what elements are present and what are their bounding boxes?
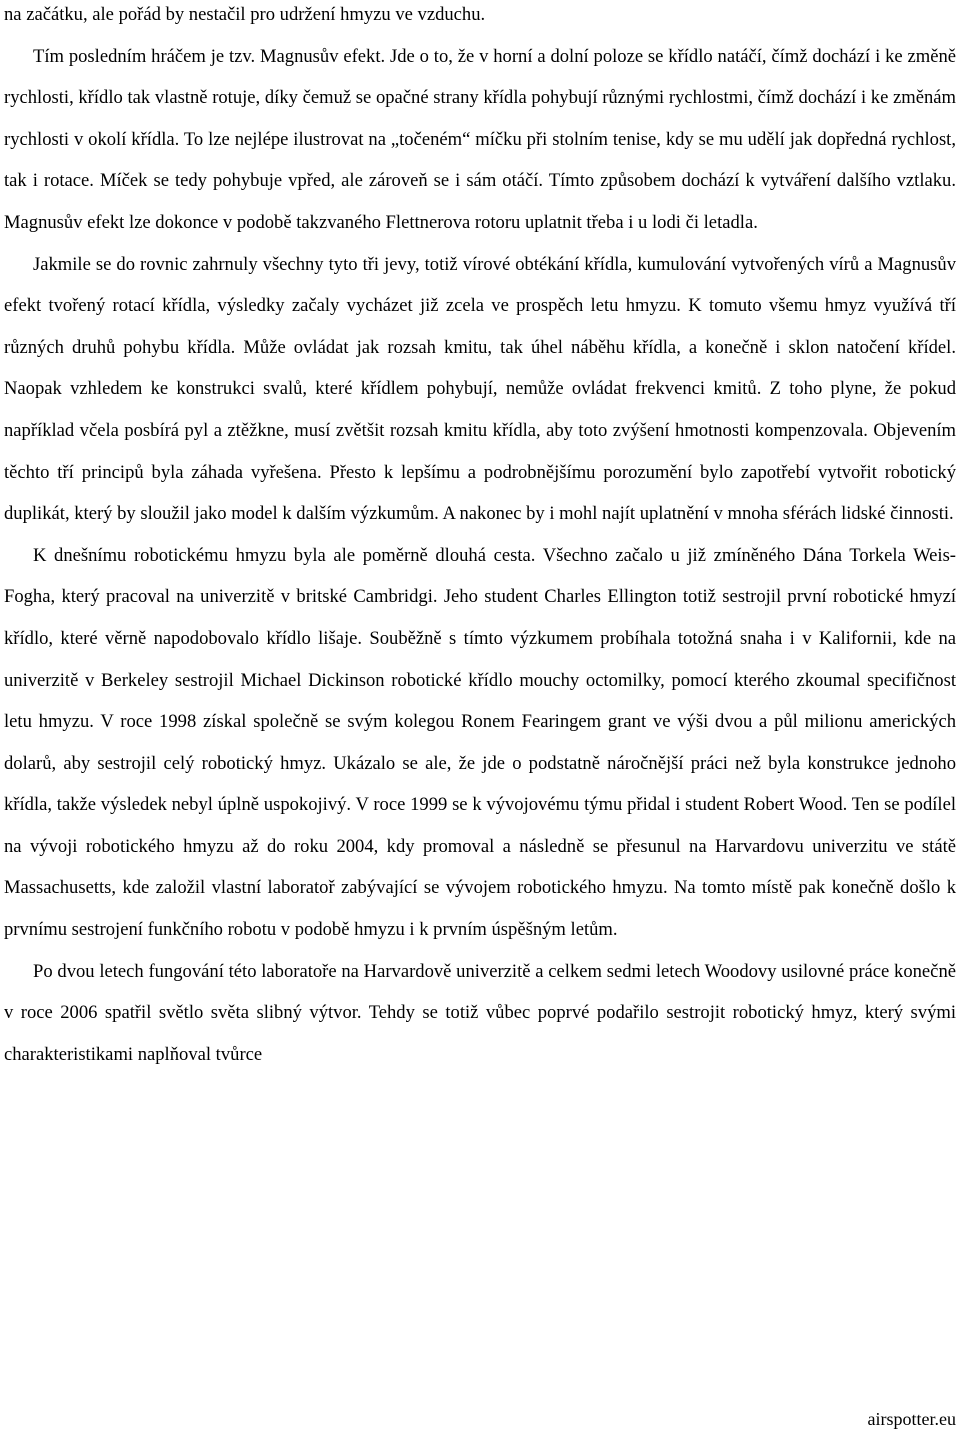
paragraph: Tím posledním hráčem je tzv. Magnusův efekt. Jde o to, že v horní a dolní poloze se křídlo natáčí, čímž dochází i ke změně rychlosti, křídlo tak vlastně rotuje, díky čemuž se opačné strany křídla pohybují různými rychlostmi, čímž dochází i ke změnám rychlosti v okolí křídla. To lze nejlépe ilustrovat na „točeném“ míčku při stolním tenise, kdy se mu udělí jak dopředná rychlost, tak i rotace. Míček se tedy pohybuje vpřed, ale zároveň se i sám otáčí. Tímto způsobem dochází k vytváření dalšího vztlaku. Magnusův efekt lze dokonce v podobě takzvaného Flettnerova rotoru uplatnit třeba i u lodi či letadla. <box>4 45 956 233</box>
paragraph: K dnešnímu robotickému hmyzu byla ale poměrně dlouhá cesta. Všechno začalo u již zmíněného Dána Torkela Weis-Fogha, který pracoval na univerzitě v britské Cambridgi. Jeho student Charles Ellington totiž sestrojil první robotické hmyzí křídlo, které věrně napodobovalo křídlo lišaje. Souběžně s tímto výzkumem probíhala totožná snaha i v Kalifornii, kde na univerzitě v Berkeley sestrojil Michael Dickinson robotické křídlo mouchy octomilky, pomocí kterého zkoumal specifičnost letu hmyzu. V roce 1998 získal společně se svým kolegou Ronem Fearingem grant ve výši dvou a půl milionu amerických dolarů, aby sestrojil celý robotický hmyz. Ukázalo se ale, že jde o podstatně náročnější práci než byla konstrukce jednoho křídla, takže výsledek nebyl úplně uspokojivý. V roce 1999 se k vývojovému týmu přidal i student Robert Wood. Ten se podílel na vývoji robotického hmyzu až do roku 2004, kdy promoval a následně se přesunul na Harvardovu univerzitu ve státě Massachusetts, kde založil vlastní laboratoř zabývající se vývojem robotického hmyzu. Na tomto místě pak konečně došlo k prvnímu sestrojení funkčního robotu v podobě hmyzu i k prvním úspěšným letům. <box>4 544 956 941</box>
paragraph: na začátku, ale pořád by nestačil pro udržení hmyzu ve vzduchu. <box>4 4 486 25</box>
document-body <box>4 0 956 1075</box>
footer-source: airspotter.eu <box>867 1409 956 1429</box>
paragraph: Jakmile se do rovnic zahrnuly všechny tyto tři jevy, totiž vírové obtékání křídla, kumulování vytvořených vírů a Magnusův efekt tvořený rotací křídla, výsledky začaly vycházet již zcela ve prospěch letu hmyzu. K tomuto všemu hmyz využívá tří různých druhů pohybu křídla. Může ovládat jak rozsah kmitu, tak úhel náběhu křídla, a konečně i sklon natočení křídel. Naopak vzhledem ke konstrukci svalů, které křídlem pohybují, nemůže ovládat frekvenci kmitů. Z toho plyne, že pokud například včela posbírá pyl a ztěžkne, musí zvětšit rozsah kmitu křídla, aby toto zvýšení hmotnosti kompenzovala. Objevením těchto tří principů byla záhada vyřešena. Přesto k lepšímu a podrobnějšímu porozumění bylo zapotřebí vytvořit robotický duplikát, který by sloužil jako model k dalším výzkumům. A nakonec by i mohl najít uplatnění v mnoha sférách lidské činnosti. <box>4 253 956 525</box>
paragraph: Po dvou letech fungování této laboratoře na Harvardově univerzitě a celkem sedmi letech Woodovy usilovné práce konečně v roce 2006 spatřil světlo světa slibný výtvor. Tehdy se totiž vůbec poprvé podařilo sestrojit robotický hmyz, který svými charakteristikami naplňoval tvůrce <box>4 960 956 1065</box>
